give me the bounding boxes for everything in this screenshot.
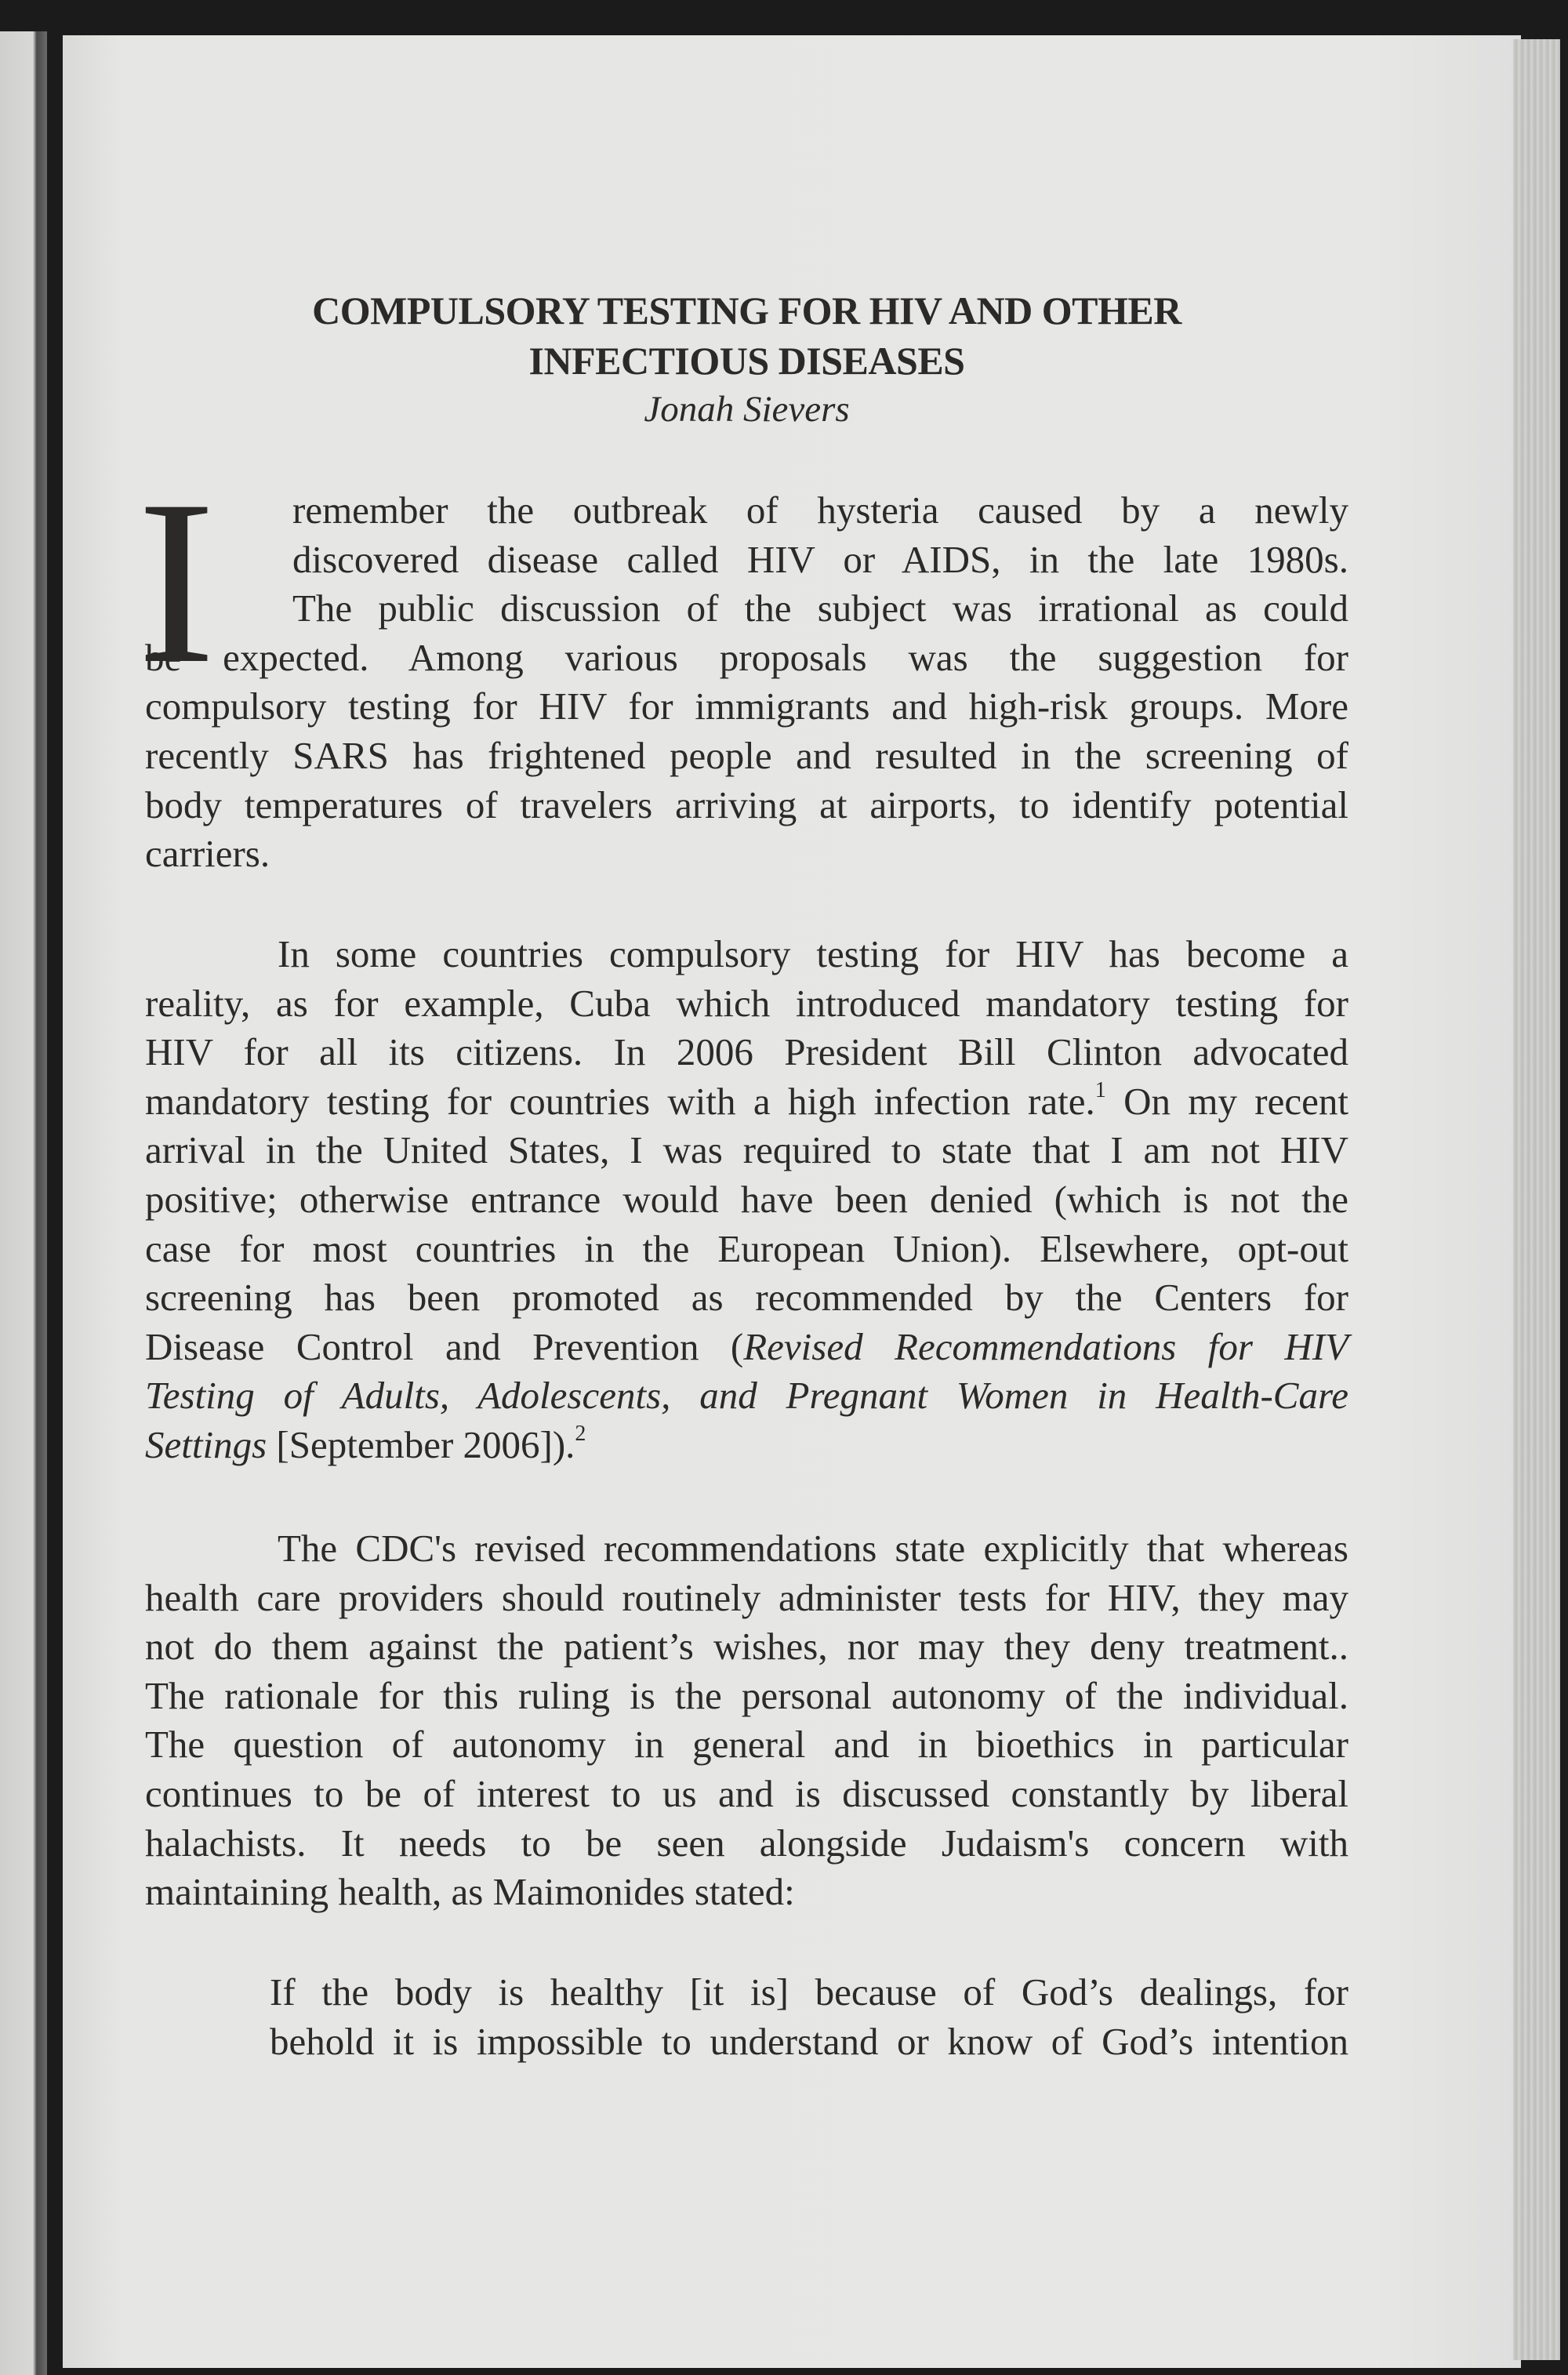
block-quote	[270, 1968, 1348, 2066]
text-line: be expected. Among various proposals was the suggestion for	[145, 635, 1348, 679]
paragraph-1	[137, 452, 1348, 879]
title-line-2: INFECTIOUS DISEASES	[528, 339, 965, 383]
text-segment: mandatory testing for countries with a high infection rate.	[145, 1079, 1095, 1123]
text-line: recently SARS has frightened people and resulted in the screening of	[145, 733, 1348, 777]
text-line: reality, as for example, Cuba which introduced mandatory testing for	[145, 981, 1348, 1025]
text-line: not do them against the patient’s wishes, nor may they deny treatment..	[145, 1625, 1348, 1669]
text-line: continues to be of interest to us and is discussed constantly by liberal	[145, 1771, 1348, 1815]
italic-text: Testing of Adults, Adolescents, and Pregnant Women in Health-Care	[145, 1374, 1348, 1418]
paragraph-2	[145, 930, 1348, 1470]
text-line: positive; otherwise entrance would have been denied (which is not the	[145, 1177, 1348, 1221]
text-line: health care providers should routinely administer tests for HIV, they may	[145, 1575, 1348, 1619]
text-line: If the body is healthy [it is] because of God’s dealings, for	[270, 1970, 1348, 2014]
text-line: screening has been promoted as recommended by the Centers for	[145, 1276, 1348, 1320]
text-line: The rationale for this ruling is the personal autonomy of the individual.	[145, 1673, 1348, 1717]
text-line: maintaining health, as Maimonides stated:	[145, 1870, 795, 1914]
text-line: discovered disease called HIV or AIDS, in the late 1980s.	[292, 537, 1348, 581]
title-line-1: COMPULSORY TESTING FOR HIV AND OTHER	[312, 289, 1181, 332]
text-line	[145, 1371, 1348, 1421]
text-segment: Disease Control and Prevention (	[145, 1324, 744, 1368]
text-line: HIV for all its citizens. In 2006 President Bill Clinton advocated	[145, 1030, 1348, 1074]
text-segment: On my recent	[1105, 1079, 1348, 1123]
text-line: halachists. It needs to be seen alongside Judaism's concern with	[145, 1821, 1348, 1865]
text-segment: [September 2006]).	[267, 1422, 575, 1466]
text-line: The CDC's revised recommendations state explicitly that whereas	[278, 1527, 1348, 1570]
text-line	[145, 1323, 1348, 1372]
footnote-marker: 2	[575, 1421, 586, 1446]
text-line: carriers.	[145, 832, 270, 876]
italic-text: Settings	[145, 1422, 267, 1466]
article-author: Jonah Sievers	[644, 389, 850, 430]
italic-text: Revised Recommendations for HIV	[743, 1324, 1348, 1368]
text-line: case for most countries in the European Union). Elsewhere, opt-out	[145, 1226, 1348, 1270]
text-line: The question of autonomy in general and in bioethics in particular	[145, 1723, 1348, 1767]
text-line: arrival in the United States, I was required to state that I am not HIV	[145, 1128, 1348, 1172]
text-line: compulsory testing for HIV for immigrants and high-risk groups. More	[145, 685, 1348, 728]
footnote-marker: 1	[1094, 1077, 1106, 1102]
facing-page-edge	[0, 31, 47, 2375]
article-title	[145, 285, 1348, 386]
text-line: body temperatures of travelers arriving at airports, to identify potential	[145, 783, 1348, 826]
text-line: The public discussion of the subject was irrational as could	[292, 586, 1348, 630]
page-stack-edge	[1513, 39, 1560, 2360]
text-line	[145, 1421, 1348, 1470]
drop-cap: I	[137, 452, 216, 712]
text-line: In some countries compulsory testing for HIV has become a	[278, 932, 1348, 975]
paragraph-3	[145, 1524, 1348, 1917]
text-line: remember the outbreak of hysteria caused by a newly	[292, 488, 1348, 532]
text-line: behold it is impossible to understand or know of God’s intention	[270, 2019, 1348, 2063]
text-line	[145, 1077, 1348, 1127]
